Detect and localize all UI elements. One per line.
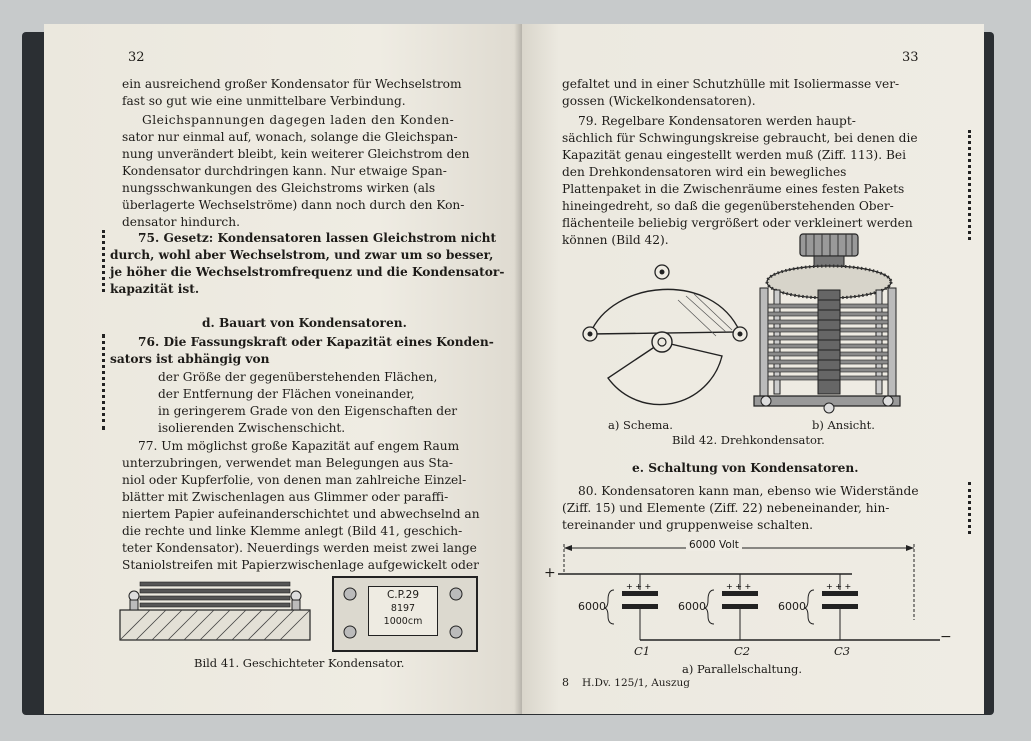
- law-text: isolierenden Zwischenschicht.: [158, 421, 346, 435]
- text-line: Gleichspannungen dagegen laden den Konden-: [142, 113, 455, 127]
- label-line: 8197: [390, 603, 416, 614]
- text-line: die rechte und linke Klemme anlegt (Bild 41, geschich-: [122, 524, 463, 538]
- capacitor-label: [368, 586, 438, 636]
- text-line: Plattenpaket in die Zwischenräume eines festen Pakets: [562, 182, 905, 196]
- text-line: blätter mit Zwischenlagen aus Glimmer oder paraffi-: [122, 490, 449, 504]
- page-number: 32: [128, 50, 145, 65]
- law-text: sators ist abhängig von: [110, 352, 270, 366]
- text-line: sächlich für Schwingungskreise gebraucht, bei denen die: [562, 131, 918, 145]
- right-page: [522, 24, 984, 714]
- capacitor-voltage: 6000: [578, 600, 606, 613]
- text-line: unterzubringen, verwendet man Belegungen aus Sta-: [122, 456, 454, 470]
- svg-text:+ + +: + + +: [826, 582, 852, 591]
- capacitor-label: C3: [834, 644, 851, 658]
- text-line: nung unverändert bleibt, kein weiterer Gleichstrom den: [122, 147, 470, 161]
- minus-terminal: −: [940, 629, 952, 645]
- capacitor-voltage: 6000: [678, 600, 706, 613]
- text-line: Staniolstreifen mit Papierzwischenlage aufgewickelt oder: [122, 558, 479, 572]
- text-line: können (Bild 42).: [562, 233, 669, 247]
- law-text: je höher die Wechselstromfrequenz und die Kondensator-: [110, 265, 505, 279]
- svg-text:+ + +: + + +: [726, 582, 752, 591]
- capacitor-label: C2: [734, 644, 751, 658]
- page-number: 33: [902, 50, 919, 65]
- text-line: 77. Um möglichst große Kapazität auf engem Raum: [138, 439, 460, 453]
- text-line: sator nur einmal auf, wonach, solange die Gleichspan-: [122, 130, 458, 144]
- label-line: C.P.29: [386, 589, 420, 601]
- text-line: teter Kondensator). Neuerdings werden meist zwei lange: [122, 541, 477, 555]
- figure-label-b: b) Ansicht.: [812, 418, 875, 432]
- margin-rule: [102, 334, 108, 430]
- figure-caption: Bild 41. Geschichteter Kondensator.: [194, 656, 405, 670]
- section-heading: e. Schaltung von Kondensatoren.: [632, 461, 859, 475]
- text-line: 79. Regelbare Kondensatoren werden haupt-: [578, 114, 856, 128]
- law-text: in geringerem Grade von den Eigenschaften der: [158, 404, 458, 418]
- law-text: 76. Die Fassungskraft oder Kapazität eines Konden-: [138, 335, 494, 349]
- variable-capacitor-view: [748, 230, 906, 414]
- law-text: 75. Gesetz: Kondensatoren lassen Gleichstrom nicht: [138, 231, 497, 245]
- text-line: flächenteile beliebig vergrößert oder verkleinert werden: [562, 216, 913, 230]
- terminal-screws: [338, 584, 362, 644]
- section-heading: d. Bauart von Kondensatoren.: [202, 316, 407, 330]
- text-line: tereinander und gruppenweise schalten.: [562, 518, 814, 532]
- plus-terminal: +: [544, 565, 556, 581]
- text-line: niertem Papier aufeinanderschichtet und abwechselnd an: [122, 507, 480, 521]
- text-line: gossen (Wickelkondensatoren).: [562, 94, 756, 108]
- text-line: niol oder Kupferfolie, von denen man zahlreiche Einzel-: [122, 473, 467, 487]
- law-text: der Entfernung der Flächen voneinander,: [158, 387, 415, 401]
- printer-signature: 8: [562, 676, 569, 689]
- law-text: der Größe der gegenüberstehenden Flächen,: [158, 370, 438, 384]
- text-line: Kapazität genau eingestellt werden muß (Ziff. 113). Bei: [562, 148, 907, 162]
- text-line: überlagerte Wechselströme) dann noch durch den Kon-: [122, 198, 465, 212]
- layered-capacitor-drawing: [116, 576, 316, 646]
- margin-rule: [968, 130, 974, 240]
- capacitor-block: [332, 576, 478, 652]
- footer-title: H.Dv. 125/1, Auszug: [582, 677, 690, 689]
- left-page: [44, 24, 522, 714]
- figure-caption: a) Parallelschaltung.: [682, 662, 803, 676]
- text-line: fast so gut wie eine unmittelbare Verbindung.: [122, 94, 406, 108]
- text-line: (Ziff. 15) und Elemente (Ziff. 22) nebeneinander, hin-: [562, 501, 890, 515]
- text-line: hineingedreht, so daß die gegenüberstehenden Ober-: [562, 199, 894, 213]
- svg-text:+ + +: + + +: [626, 582, 652, 591]
- text-line: den Drehkondensatoren wird ein bewegliches: [562, 165, 847, 179]
- text-line: nungsschwankungen des Gleichstroms wirken (als: [122, 181, 436, 195]
- text-line: densator hindurch.: [122, 215, 240, 229]
- margin-rule: [102, 230, 108, 292]
- capacitor-label: C1: [634, 644, 651, 658]
- label-line: 1000cm: [383, 616, 423, 627]
- text-line: gefaltet und in einer Schutzhülle mit Isoliermasse ver-: [562, 77, 900, 91]
- total-voltage-label: 6000 Volt: [686, 539, 742, 551]
- text-line: ein ausreichend großer Kondensator für Wechselstrom: [122, 77, 462, 91]
- figure-caption: Bild 42. Drehkondensator.: [672, 433, 825, 447]
- text-line: 80. Kondensatoren kann man, ebenso wie Widerstände: [578, 484, 919, 498]
- margin-rule: [968, 482, 974, 534]
- text-line: Kondensator durchdringen kann. Nur etwaige Span-: [122, 164, 447, 178]
- law-text: durch, wohl aber Wechselstrom, und zwar um so besser,: [110, 248, 494, 262]
- capacitor-voltage: 6000: [778, 600, 806, 613]
- figure-label-a: a) Schema.: [608, 418, 673, 432]
- variable-capacitor-schema: [582, 260, 754, 420]
- law-text: kapazität ist.: [110, 282, 200, 296]
- terminal-screws: [444, 584, 468, 644]
